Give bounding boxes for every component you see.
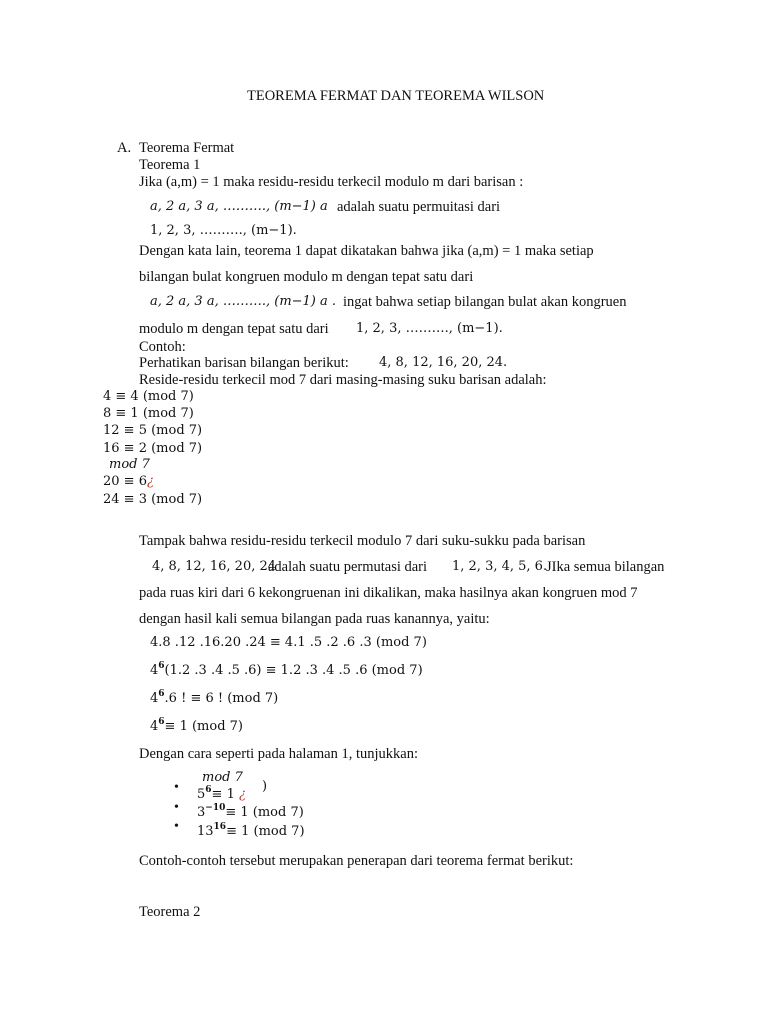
paragraph-line: Tampak bahwa residu-residu terkecil modulo 7 dari suku-sukku pada barisan bbox=[139, 533, 586, 549]
example-label: Contoh: bbox=[139, 339, 186, 355]
bullet-icon: • bbox=[174, 800, 179, 815]
congruence: 8 ≡ 1 (mod 7) bbox=[103, 406, 194, 421]
sequence-math: 1, 2, 3, 4, 5, 6. bbox=[452, 559, 548, 574]
sequence-math: a, 2 a, 3 a, ………., (m−1) a bbox=[150, 199, 328, 214]
exercise-intro: Dengan cara seperti pada halaman 1, tunjukkan: bbox=[139, 746, 419, 762]
sequence-math: 4, 8, 12, 16, 20, 24. bbox=[379, 355, 508, 370]
congruence: 4 ≡ 4 (mod 7) bbox=[103, 389, 194, 404]
sequence-math: 1, 2, 3, ………., (m−1). bbox=[356, 321, 503, 336]
sequence-math: a, 2 a, 3 a, ………., (m−1) a . bbox=[150, 294, 337, 309]
sequence-math: 1, 2, 3, ………., (m−1). bbox=[150, 223, 297, 238]
theorem-label: Teorema 2 bbox=[139, 904, 201, 920]
paragraph-line: modulo m dengan tepat satu dari bbox=[139, 321, 329, 337]
theorem-label: Teorema 1 bbox=[139, 157, 201, 173]
section-marker: A. bbox=[117, 140, 132, 156]
render-error-glyph: ¿ bbox=[238, 787, 246, 802]
equation: 4.8 .12 .16.20 .24 ≡ 4.1 .5 .2 .6 .3 (mod 7) bbox=[150, 635, 427, 650]
paragraph-line: JIka semua bilangan bbox=[546, 559, 665, 575]
equation: $4^6.6$ ! ≡ 6 ! (mod 7) bbox=[150, 689, 279, 706]
exercise-item: $5^6\equiv 1$ ¿ bbox=[197, 785, 246, 802]
paragraph-line: pada ruas kiri dari 6 kekongruenan ini dikalikan, maka hasilnya akan kongruen mod 7 bbox=[139, 585, 638, 601]
congruence-modulus: mod 7 bbox=[109, 457, 150, 472]
sequence-math: 4, 8, 12, 16, 20, 24 bbox=[152, 559, 277, 574]
paragraph-line: bilangan bulat kongruen modulo m dengan tepat satu dari bbox=[139, 269, 474, 285]
equation: $4^6\equiv 1$ (mod 7) bbox=[150, 717, 243, 734]
paragraph-line: dengan hasil kali semua bilangan pada ruas kanannya, yaitu: bbox=[139, 611, 490, 627]
congruence: 20 ≡ 6¿ bbox=[103, 474, 154, 489]
paragraph-line: ingat bahwa setiap bilangan bulat akan kongruen bbox=[343, 294, 627, 310]
paragraph-line: Dengan kata lain, teorema 1 dapat dikatakan bahwa jika (a,m) = 1 maka setiap bbox=[139, 243, 594, 259]
theorem-statement: Jika (a,m) = 1 maka residu-residu terkecil modulo m dari barisan : bbox=[139, 174, 524, 190]
congruence: 12 ≡ 5 (mod 7) bbox=[103, 423, 203, 438]
paragraph-line: Perhatikan barisan bilangan berikut: bbox=[139, 355, 349, 371]
paragraph-line: Reside-residu terkecil mod 7 dari masing-masing suku barisan adalah: bbox=[139, 372, 547, 388]
stray-paren: ) bbox=[262, 779, 268, 794]
congruence: 24 ≡ 3 (mod 7) bbox=[103, 492, 203, 507]
render-error-glyph: ¿ bbox=[146, 474, 154, 489]
congruence-modulus: mod 7 bbox=[202, 770, 243, 785]
exercise-item: $13^{16}\equiv 1$ (mod 7) bbox=[197, 822, 305, 839]
congruence: 16 ≡ 2 (mod 7) bbox=[103, 441, 203, 456]
paragraph-line: Contoh-contoh tersebut merupakan penerapan dari teorema fermat berikut: bbox=[139, 853, 574, 869]
equation: $4^6(1.2$ .3 .4 .5 .6) ≡ 1.2 .3 .4 .5 .6 (mod 7) bbox=[150, 661, 423, 678]
page-title: TEOREMA FERMAT DAN TEOREMA WILSON bbox=[247, 88, 545, 104]
exercise-item: $3^{-10}\equiv 1$ (mod 7) bbox=[197, 803, 304, 820]
sequence-text: adalah suatu permuitasi dari bbox=[337, 199, 501, 215]
bullet-icon: • bbox=[174, 819, 179, 834]
section-heading: Teorema Fermat bbox=[139, 140, 235, 156]
paragraph-line: adalah suatu permutasi dari bbox=[268, 559, 428, 575]
bullet-icon: • bbox=[174, 780, 179, 795]
